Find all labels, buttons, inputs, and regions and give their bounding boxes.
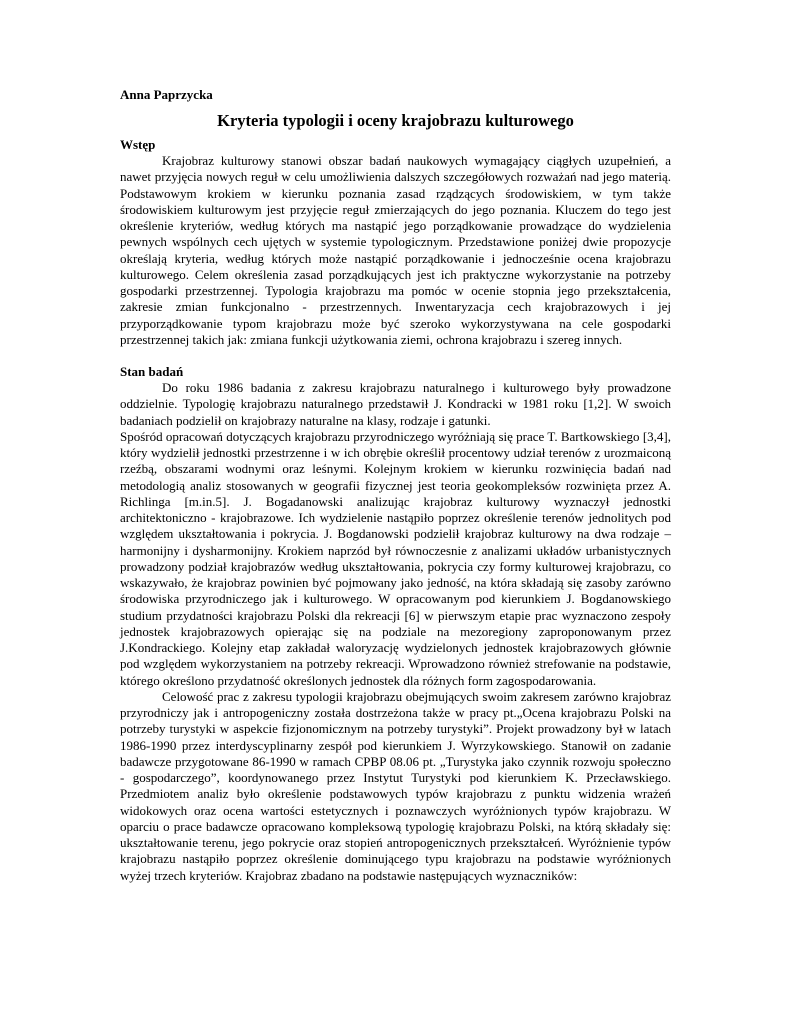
research-paragraph-1: Do roku 1986 badania z zakresu krajobrazu naturalnego i kulturowego były prowadzone oddzielnie. Typologię krajobrazu naturalnego przedstawił J. Kondracki w 1981 roku [1,2]. W swoich badaniach podzielił on krajobrazy naturalne na klasy, rodzaje i gatunki. [120, 380, 671, 428]
author-name: Anna Paprzycka [120, 87, 213, 102]
section-heading-state-of-research: Stan badań [120, 364, 184, 379]
intro-paragraph: Krajobraz kulturowy stanowi obszar badań naukowych wymagający ciągłych uzupełnień, a nawet przyjęcia nowych reguł w celu umożliwienia dalszych szczegółowych rozważań nad jego materią. Podstawowym krokiem w kierunku poznania zasad rządzących środowiskiem, w tym także środowiskiem kulturowym jest przyjęcie reguł zmierzających do jego poznania. Kluczem do tego jest określenie kryteriów, według których ma nastąpić jego porządkowanie prowadzące do wydzielenia pewnych wspólnych cech ujętych w systemie typologicznym. Przedstawione poniżej dwie propozycje określają kryteria, według których może nastąpić porządkowanie i jednocześnie ocena krajobrazu kulturowego. Celem określenia zasad porządkujących jest ich praktyczne wykorzystanie na potrzeby gospodarki przestrzennej. Typologia krajobrazu ma pomóc w ocenie stopnia jego przekształcenia, zakresie zmian funkcjonalno - przestrzennych. Inwentaryzacja cech krajobrazowych i jej przyporządkowanie typom krajobrazu może być szeroko wykorzystywana na cele gospodarki przestrzennej takich jak: zmiana funkcji użytkowania ziemi, ochrona krajobrazu i szereg innych. [120, 153, 671, 347]
research-paragraph-2: Spośród opracowań dotyczących krajobrazu przyrodniczego wyróżniają się prace T. Bartkowskiego [3,4], który wydzielił jednostki przestrzenne i w ich obrębie określił procentowy udział terenów z urozmaiconą rzeźbą, obszarami wodnymi oraz leśnymi. Kolejnym krokiem w kierunku rozwinięcia badań nad metodologią analiz stosowanych w geografii fizycznej jest teoria geokompleksów rozwinięta przez A. Richlinga [m.in.5]. J. Bogadanowski analizując krajobraz kulturowy wyznaczył jednostki architektoniczno - krajobrazowe. Ich wydzielenie nastąpiło poprzez określenie terenów jednolitych pod względem ukształtowania i pokrycia. J. Bogdanowski podzielił krajobraz kulturowy na dwa rodzaje – harmonijny i dysharmonijny. Krokiem naprzód był równoczesnie z analizami układów urbanistycznych prowadzony podział krajobrazów według ukształtowania, pokrycia czy formy kulturowej krajobrazu, co wskazywało, że krajobraz powinien być pojmowany jako jedność, na która składają się zasoby zarówno środowiska przyrodniczego jak i kulturowego. W opracowanym pod kierunkiem J. Bogdanowskiego studium przydatności krajobrazu Polski dla rekreacji [6] w pierwszym etapie prac wyznaczono zespoły jednostek krajobrazowych opierając się na podziale na mezoregiony zaproponowanym przez J.Kondrackiego. Kolejny etap zakładał waloryzację wydzielonych jednostek krajobrazowych głównie pod względem wykorzystaniem na potrzeby rekreacji. Wprowadzono również strefowanie na podstawie, którego określono przydatność określonych jednostek dla różnych form zagospodarowania. [120, 428, 671, 688]
research-paragraph-3: Celowość prac z zakresu typologii krajobrazu obejmujących swoim zakresem zarówno krajobraz przyrodniczy jak i antropogeniczny została dostrzeżona także w pracy pt.„Ocena krajobrazu Polski na potrzeby turystyki w aspekcie fizjonomicznym na potrzeby turystyki”. Projekt prowadzony był w latach 1986-1990 przez interdyscyplinarny zespół pod kierunkiem J. Wyrzykowskiego. Stanowił on zadanie badawcze przygotowane 86-1990 w ramach CPBP 08.06 pt. „Turystyka jako czynnik rozwoju społeczno - gospodarczego”, koordynowanego przez Instytut Turystyki pod kierunkiem K. Przecławskiego. Przedmiotem analiz było określenie podstawowych typów krajobrazu z punktu widzenia wrażeń widokowych oraz ocena wartości estetycznych i poznawczych wyróżnionych typów krajobrazu. W oparciu o prace badawcze opracowano kompleksową typologię krajobrazu Polski, na którą składały się: ukształtowanie terenu, jego pokrycie oraz stopień antropogenicznych przekształceń. Wyróżnienie typów krajobrazu nastąpiło poprzez określenie dominującego typu krajobrazu na podstawie wyróżnionych wyżej trzech kryteriów. Krajobraz zbadano na podstawie następujących wyznaczników: [120, 688, 671, 883]
section-heading-intro: Wstęp [120, 137, 156, 152]
document-page [120, 87, 671, 884]
document-title: Kryteria typologii i oceny krajobrazu kulturowego [217, 111, 574, 130]
